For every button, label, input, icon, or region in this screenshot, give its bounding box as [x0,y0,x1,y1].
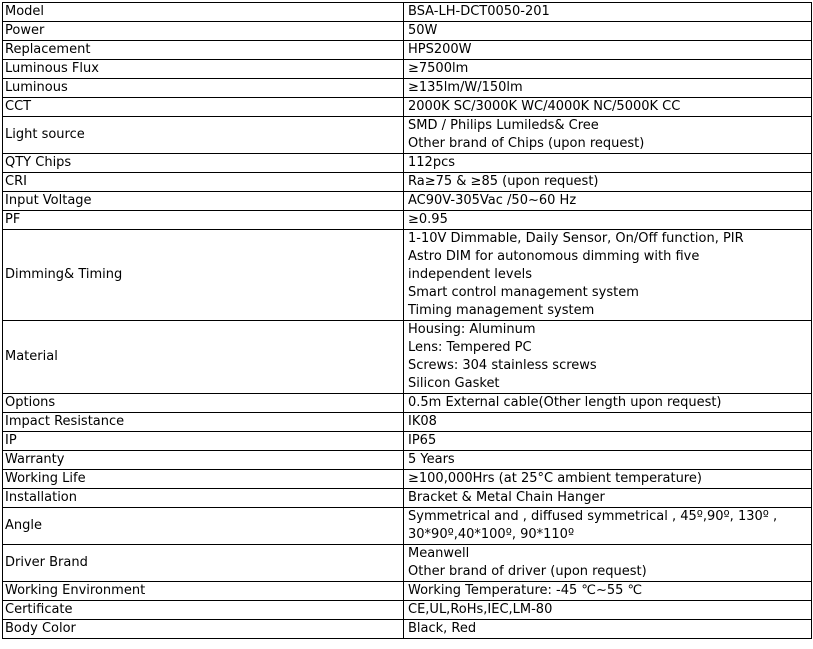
spec-value-line: CE,UL,RoHs,IEC,LM-80 [408,602,553,617]
spec-value [404,154,812,173]
spec-value [404,545,812,582]
spec-value-line: Meanwell [408,546,470,561]
spec-value-line: Other brand of Chips (upon request) [408,136,645,151]
spec-row [3,470,812,489]
spec-value [404,582,812,601]
spec-value-line: 30*90º,40*100º, 90*110º [408,527,575,542]
spec-row [3,489,812,508]
spec-value-line: ≥7500lm [408,61,469,76]
spec-row [3,230,812,321]
spec-row [3,154,812,173]
spec-label: Light source [3,117,404,154]
spec-value-line: Working Temperature: -45 ℃~55 ℃ [408,583,643,598]
spec-table [2,2,812,639]
spec-row [3,79,812,98]
spec-value-line: ≥135lm/W/150lm [408,80,523,95]
spec-value-line: 2000K SC/3000K WC/4000K NC/5000K CC [408,99,681,114]
spec-value [404,508,812,545]
spec-value-line: Housing: Aluminum [408,322,536,337]
spec-row [3,173,812,192]
spec-value-line: Ra≥75 & ≥85 (upon request) [408,174,599,189]
spec-value-line: 5 Years [408,452,455,467]
spec-label: IP [3,432,404,451]
spec-value-line: BSA-LH-DCT0050-201 [408,4,550,19]
spec-row [3,545,812,582]
spec-value [404,620,812,639]
spec-row [3,601,812,620]
spec-label: Working Environment [3,582,404,601]
spec-value-line: Screws: 304 stainless screws [408,358,597,373]
spec-value-line: HPS200W [408,42,472,57]
spec-label: Working Life [3,470,404,489]
spec-value [404,117,812,154]
spec-value [404,432,812,451]
spec-value-line: 1-10V Dimmable, Daily Sensor, On/Off function, PIR [408,231,744,246]
spec-row [3,60,812,79]
spec-label: Power [3,22,404,41]
spec-label: Luminous [3,79,404,98]
spec-label: Installation [3,489,404,508]
spec-label: Model [3,3,404,22]
spec-label: Angle [3,508,404,545]
spec-label: Impact Resistance [3,413,404,432]
spec-value-line: 50W [408,23,438,38]
spec-value [404,211,812,230]
spec-value [404,394,812,413]
spec-row [3,620,812,639]
spec-row [3,321,812,394]
spec-value-line: Lens: Tempered PC [408,340,532,355]
spec-row [3,211,812,230]
spec-label: CCT [3,98,404,117]
spec-label: CRI [3,173,404,192]
spec-label: Driver Brand [3,545,404,582]
spec-label: PF [3,211,404,230]
spec-value-line: SMD / Philips Lumileds& Cree [408,118,599,133]
spec-row [3,192,812,211]
spec-value [404,41,812,60]
spec-value [404,79,812,98]
spec-value [404,98,812,117]
spec-value-line: Symmetrical and , diffused symmetrical , 45º,90º, 130º , [408,509,778,524]
spec-value-line: Black, Red [408,621,477,636]
spec-value [404,192,812,211]
spec-value [404,3,812,22]
spec-value-line: Silicon Gasket [408,376,500,391]
spec-value-line: ≥100,000Hrs (at 25°C ambient temperature) [408,471,702,486]
spec-value-line: IK08 [408,414,437,429]
spec-label: Material [3,321,404,394]
spec-label: Body Color [3,620,404,639]
spec-value [404,489,812,508]
spec-value [404,60,812,79]
spec-row [3,451,812,470]
spec-value [404,230,812,321]
spec-value-line: Astro DIM for autonomous dimming with five [408,249,700,264]
spec-value-line: ≥0.95 [408,212,448,227]
spec-value [404,173,812,192]
spec-value-line: Other brand of driver (upon request) [408,564,647,579]
spec-label: Input Voltage [3,192,404,211]
spec-row [3,3,812,22]
spec-label: Luminous Flux [3,60,404,79]
spec-label: Certificate [3,601,404,620]
spec-row [3,41,812,60]
spec-value-line: Bracket & Metal Chain Hanger [408,490,605,505]
spec-value [404,451,812,470]
spec-row [3,394,812,413]
spec-label: Warranty [3,451,404,470]
spec-row [3,432,812,451]
spec-value-line: AC90V-305Vac /50~60 Hz [408,193,577,208]
spec-value [404,22,812,41]
spec-value [404,413,812,432]
spec-row [3,582,812,601]
spec-row [3,22,812,41]
spec-label: Dimming& Timing [3,230,404,321]
spec-value [404,601,812,620]
spec-table-body [3,3,812,639]
spec-value-line: 0.5m External cable(Other length upon request) [408,395,722,410]
spec-value-line: independent levels [408,267,532,282]
spec-value-line: 112pcs [408,155,455,170]
spec-row [3,508,812,545]
spec-label: Options [3,394,404,413]
spec-label: QTY Chips [3,154,404,173]
spec-value-line: Timing management system [408,303,595,318]
spec-row [3,98,812,117]
spec-value [404,321,812,394]
spec-label: Replacement [3,41,404,60]
spec-value [404,470,812,489]
spec-value-line: IP65 [408,433,437,448]
spec-row [3,117,812,154]
spec-row [3,413,812,432]
spec-value-line: Smart control management system [408,285,639,300]
